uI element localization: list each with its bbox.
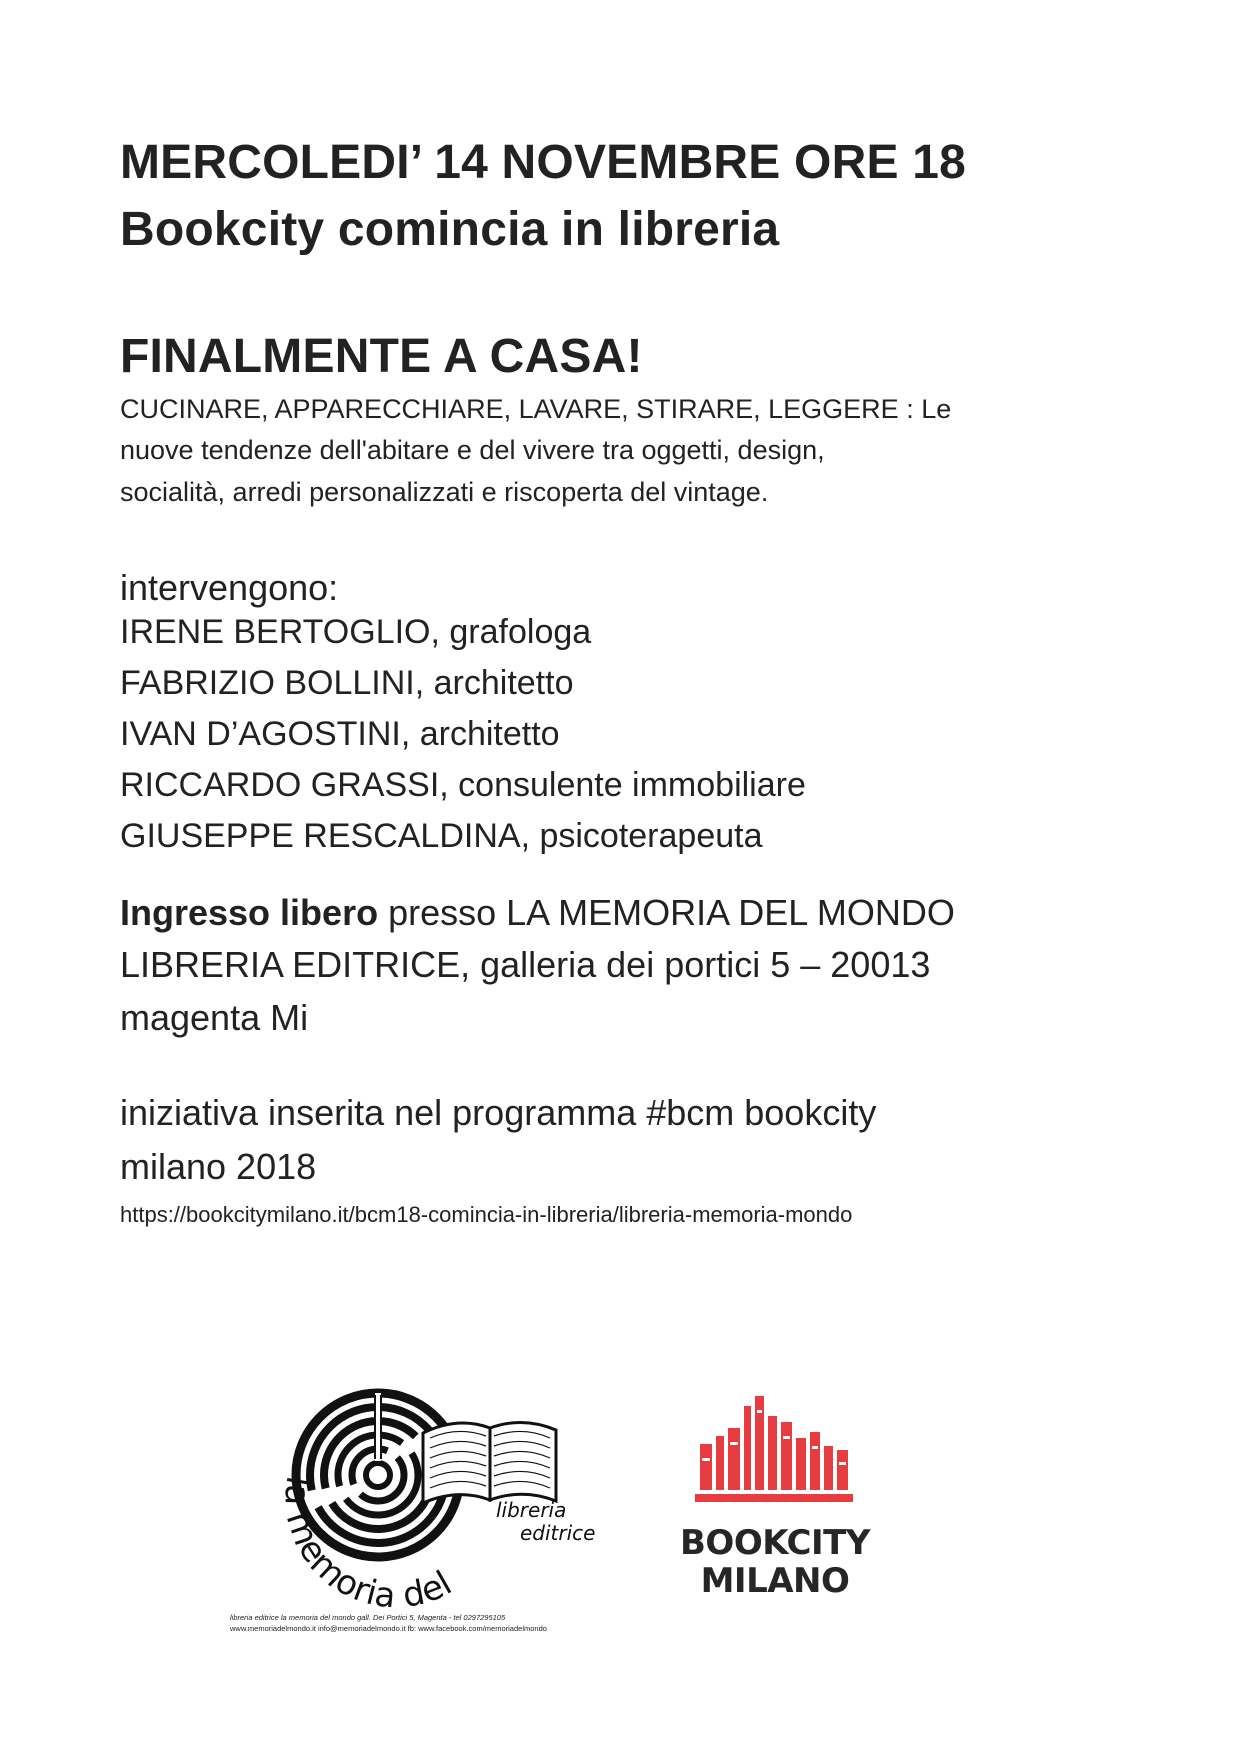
event-series-heading: Bookcity comincia in libreria [120, 203, 780, 256]
free-entry-label: Ingresso libero [120, 892, 379, 933]
speaker-item: IVAN D’AGOSTINI, architetto [120, 715, 560, 753]
memoria-tag-libreria: libreria [496, 1498, 567, 1522]
speaker-item: GIUSEPPE RESCALDINA, psicoterapeuta [120, 817, 763, 855]
bookshelf-icon [665, 1396, 885, 1516]
program-line-1: iniziativa inserita nel programma #bcm bookcity [120, 1092, 877, 1133]
venue-line-3: magenta Mi [120, 997, 309, 1038]
event-description-line-3: socialità, arredi personalizzati e riscoperta del vintage. [120, 477, 769, 507]
memoria-tag-editrice: editrice [520, 1521, 596, 1545]
venue-line-1 [120, 885, 955, 941]
speaker-item: IRENE BERTOGLIO, grafologa [120, 613, 592, 651]
speakers-intro: intervengono: [120, 567, 339, 608]
venue-line-2: LIBRERIA EDITRICE, galleria dei portici 5 – 20013 [120, 944, 931, 985]
bookcity-wordmark-line-2: MILANO [700, 1561, 850, 1601]
event-title: FINALMENTE A CASA! [120, 330, 643, 383]
memoria-del-mondo-logo [230, 1380, 608, 1640]
speakers-list [120, 607, 806, 862]
logos-row [0, 1380, 1240, 1680]
program-line-2: milano 2018 [120, 1146, 317, 1187]
memoria-arc-text: la memoria del [276, 1473, 459, 1617]
event-date-heading: MERCOLEDI’ 14 NOVEMBRE ORE 18 [120, 136, 966, 189]
bookcity-wordmark-line-1: BOOKCITY [680, 1523, 870, 1563]
event-description-line-2: nuove tendenze dell'abitare e del vivere tra oggetti, design, [120, 435, 825, 465]
open-book-icon [423, 1422, 556, 1503]
program-url[interactable]: https://bookcitymilano.it/bcm18-comincia-in-libreria/libreria-memoria-mondo [120, 1202, 853, 1227]
bookcity-milano-logo [665, 1396, 885, 1626]
labyrinth-emblem [258, 1380, 608, 1640]
memoria-footer-contacts: www.memoriadelmondo.it info@memoriadelmondo.it fb: www.facebook.com/memoriadelmondo [230, 1624, 547, 1633]
venue-name: presso LA MEMORIA DEL MONDO [378, 892, 955, 933]
speaker-item: FABRIZIO BOLLINI, architetto [120, 664, 574, 702]
event-description-line-1: CUCINARE, APPARECCHIARE, LAVARE, STIRARE, LEGGERE : Le [120, 394, 952, 424]
memoria-footer-address: libreria editrice la memoria del mondo gall. Dei Portici 5, Magenta - tel 0297295105 [230, 1613, 506, 1622]
speaker-item: RICCARDO GRASSI, consulente immobiliare [120, 766, 806, 804]
